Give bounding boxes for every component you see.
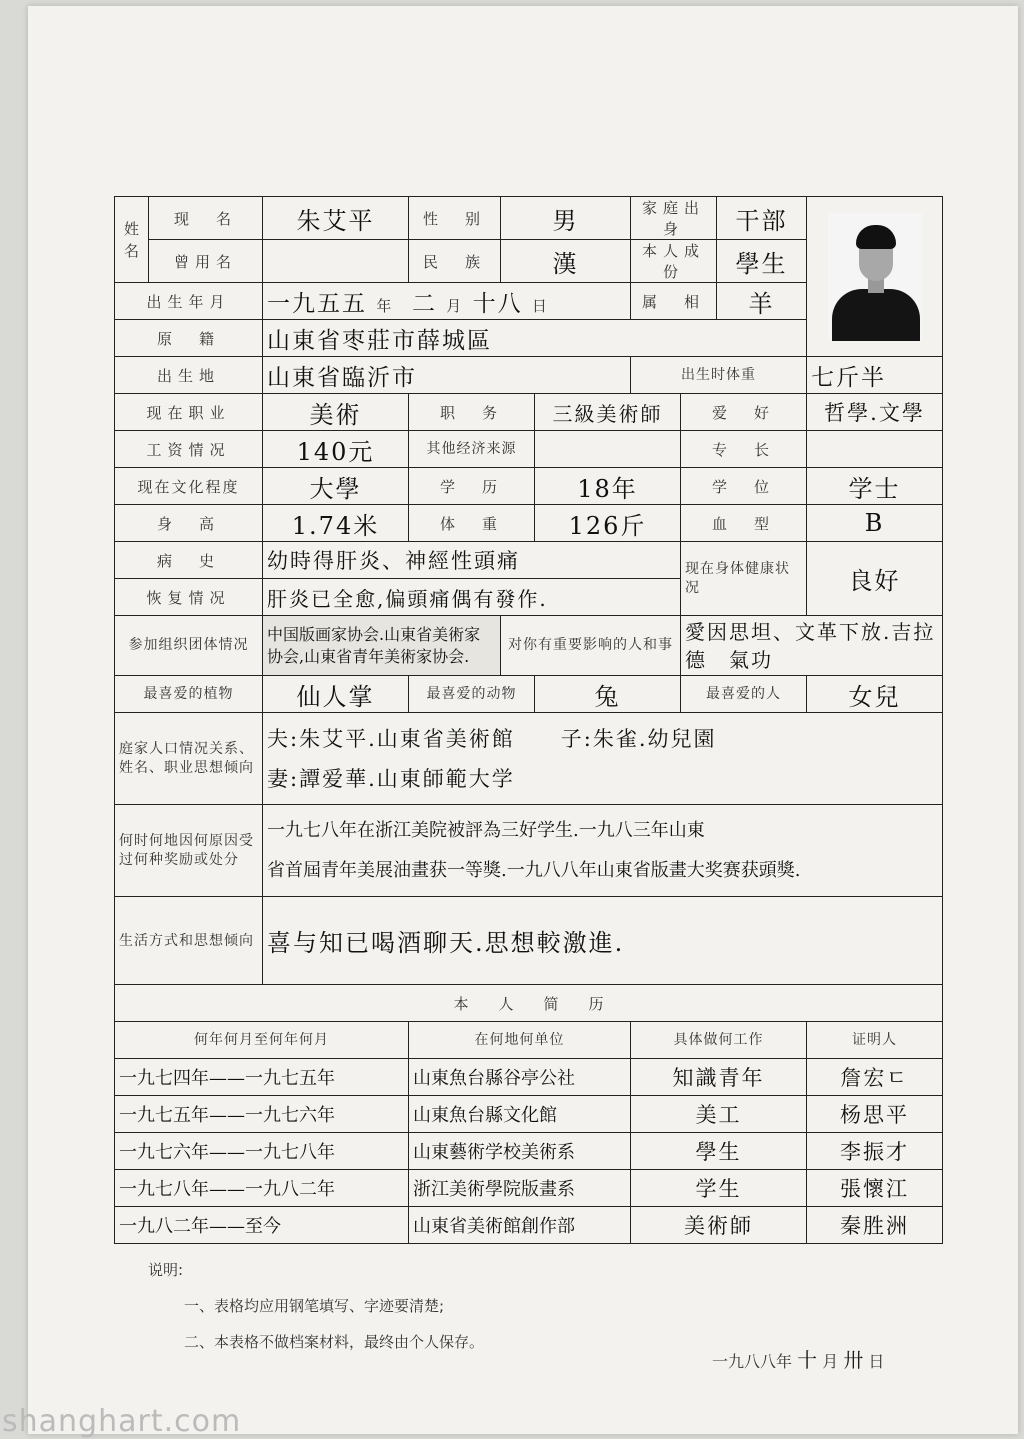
fav-plant-label: 最喜爱的植物	[115, 676, 263, 713]
resume-header-period: 何年何月至何年何月	[115, 1022, 409, 1059]
resume-header-unit: 在何地何单位	[409, 1022, 631, 1059]
medical-history-label: 病 史	[115, 542, 263, 579]
notes-item-1: 一、表格均应用钢笔填写、字迹要清楚;	[184, 1297, 445, 1315]
resume-period: 一九七六年——一九七八年	[115, 1133, 409, 1170]
education-years-value: 18年	[535, 468, 681, 505]
family-value	[263, 713, 943, 805]
resume-unit: 山東魚台縣文化館	[409, 1096, 631, 1133]
current-name-label: 现 名	[149, 197, 263, 240]
resume-period: 一九七五年——一九七六年	[115, 1096, 409, 1133]
resume-witness: 張懷江	[807, 1170, 943, 1207]
resume-row	[115, 1170, 943, 1207]
gender-value: 男	[501, 197, 631, 240]
resume-witness: 杨思平	[807, 1096, 943, 1133]
resume-header-work: 具体做何工作	[631, 1022, 807, 1059]
birth-date-value	[263, 283, 631, 320]
current-name-value: 朱艾平	[263, 197, 409, 240]
blood-type-value: B	[807, 505, 943, 542]
fav-animal-value: 兔	[535, 676, 681, 713]
occupation-value: 美術	[263, 394, 409, 431]
family-origin-value: 干部	[717, 197, 807, 240]
former-name-value	[263, 240, 409, 283]
organizations-value: 中国版画家协会.山東省美術家协会,山東省青年美術家协会.	[263, 616, 501, 676]
resume-unit: 浙江美術學院版畫系	[409, 1170, 631, 1207]
birth-date-label: 出生年月	[115, 283, 263, 320]
recovery-label: 恢复情况	[115, 579, 263, 616]
signed-year-unit: 年	[776, 1352, 793, 1371]
resume-row	[115, 1207, 943, 1244]
resume-witness: 李振才	[807, 1133, 943, 1170]
family-line-1: 夫:朱艾平.山東省美術館 子:朱雀.幼兒園	[267, 726, 717, 751]
notes-item-2: 二、本表格不做档案材料，最终由个人保存。	[184, 1333, 485, 1351]
birth-weight-label: 出生时体重	[631, 357, 807, 394]
awards-line-1: 一九七八年在浙江美院被評為三好学生.一九八三年山東	[267, 819, 705, 841]
birth-year: 一九五五	[267, 290, 367, 317]
resume-period: 一九八二年——至今	[115, 1207, 409, 1244]
influences-value: 愛因思坦、文革下放.吉拉德 氣功	[681, 616, 943, 676]
hobby-label: 爱 好	[681, 394, 807, 431]
hobby-value: 哲學.文學	[807, 394, 943, 431]
influences-label: 对你有重要影响的人和事	[501, 616, 681, 676]
watermark: shanghart.com	[2, 1404, 242, 1439]
resume-period: 一九七八年——一九八二年	[115, 1170, 409, 1207]
zodiac-value: 羊	[717, 283, 807, 320]
birthplace-value: 山東省臨沂市	[263, 357, 631, 394]
resume-work: 学生	[631, 1170, 807, 1207]
birth-weight-value: 七斤半	[807, 357, 943, 394]
fav-person-value: 女兒	[807, 676, 943, 713]
fav-plant-value: 仙人掌	[263, 676, 409, 713]
lifestyle-label: 生活方式和思想倾向	[115, 897, 263, 985]
day-unit: 日	[531, 296, 549, 315]
zodiac-label: 属 相	[631, 283, 717, 320]
signed-month-unit: 月	[822, 1352, 839, 1371]
weight-label: 体 重	[409, 505, 535, 542]
education-years-label: 学 历	[409, 468, 535, 505]
weight-value: 126斤	[535, 505, 681, 542]
signed-day-unit: 日	[868, 1352, 885, 1371]
other-income-label: 其他经济来源	[409, 431, 535, 468]
signed-year: 一九八八	[712, 1352, 777, 1371]
year-unit: 年	[376, 296, 394, 315]
resume-header-witness: 证明人	[807, 1022, 943, 1059]
height-value: 1.74米	[263, 505, 409, 542]
resume-work: 美術師	[631, 1207, 807, 1244]
education-level-value: 大學	[263, 468, 409, 505]
notes-heading: 说明:	[148, 1261, 184, 1279]
height-label: 身 高	[115, 505, 263, 542]
resume-row	[115, 1059, 943, 1096]
ethnicity-label: 民 族	[409, 240, 501, 283]
awards-value	[263, 805, 943, 897]
resume-row	[115, 1133, 943, 1170]
fav-animal-label: 最喜爱的动物	[409, 676, 535, 713]
birth-day: 十八	[472, 290, 523, 317]
resume-work: 學生	[631, 1133, 807, 1170]
form-notes	[148, 1252, 484, 1360]
resume-unit: 山東魚台縣谷亭公社	[409, 1059, 631, 1096]
awards-line-2: 省首屆青年美展油畫获一等獎.一九八八年山東省版畫大奖赛获頭獎.	[267, 859, 801, 881]
degree-value: 学士	[807, 468, 943, 505]
signed-month: 十	[797, 1348, 818, 1372]
resume-witness: 秦胜洲	[807, 1207, 943, 1244]
blood-type-label: 血 型	[681, 505, 807, 542]
health-label: 现在身体健康状况	[681, 542, 807, 616]
degree-label: 学 位	[681, 468, 807, 505]
resume-work: 知識青年	[631, 1059, 807, 1096]
family-label: 庭家人口情况关系、姓名、职业思想倾向	[115, 713, 263, 805]
ethnicity-value: 漢	[501, 240, 631, 283]
name-group-label: 姓名	[115, 197, 149, 283]
personal-info-form	[114, 196, 943, 1244]
position-label: 职 务	[409, 394, 535, 431]
specialty-label: 专 长	[681, 431, 807, 468]
medical-history-value: 幼時得肝炎、神經性頭痛	[263, 542, 681, 579]
fav-person-label: 最喜爱的人	[681, 676, 807, 713]
occupation-label: 现在职业	[115, 394, 263, 431]
recovery-value: 肝炎已全愈,偏頭痛偶有發作.	[263, 579, 681, 616]
education-level-label: 现在文化程度	[115, 468, 263, 505]
id-photo	[807, 197, 943, 357]
personal-status-value: 學生	[717, 240, 807, 283]
salary-value: 140元	[263, 431, 409, 468]
awards-label: 何时何地因何原因受过何种奖励或处分	[115, 805, 263, 897]
gender-label: 性 别	[409, 197, 501, 240]
resume-unit: 山東藝術学校美術系	[409, 1133, 631, 1170]
resume-work: 美工	[631, 1096, 807, 1133]
birthplace-label: 出生地	[115, 357, 263, 394]
family-origin-label: 家庭出身	[631, 197, 717, 240]
birth-month: 二	[411, 290, 437, 317]
month-unit: 月	[446, 296, 464, 315]
signed-day: 卅	[843, 1348, 864, 1372]
resume-period: 一九七四年——一九七五年	[115, 1059, 409, 1096]
other-income-value	[535, 431, 681, 468]
former-name-label: 曾用名	[149, 240, 263, 283]
specialty-value	[807, 431, 943, 468]
position-value: 三級美術師	[535, 394, 681, 431]
family-line-2: 妻:譚爱華.山東師範大学	[267, 766, 515, 791]
resume-title: 本 人 简 历	[115, 985, 943, 1022]
salary-label: 工资情况	[115, 431, 263, 468]
resume-unit: 山東省美術館創作部	[409, 1207, 631, 1244]
native-place-value: 山東省枣莊市薛城區	[263, 320, 807, 357]
portrait-photo	[826, 211, 924, 343]
resume-row	[115, 1096, 943, 1133]
native-place-label: 原 籍	[115, 320, 263, 357]
personal-status-label: 本人成份	[631, 240, 717, 283]
health-value: 良好	[807, 542, 943, 616]
organizations-label: 参加组织团体情况	[115, 616, 263, 676]
signed-date	[712, 1344, 884, 1373]
resume-witness: 詹宏ㄷ	[807, 1059, 943, 1096]
lifestyle-value: 喜与知已喝酒聊天.思想較激進.	[263, 897, 943, 985]
